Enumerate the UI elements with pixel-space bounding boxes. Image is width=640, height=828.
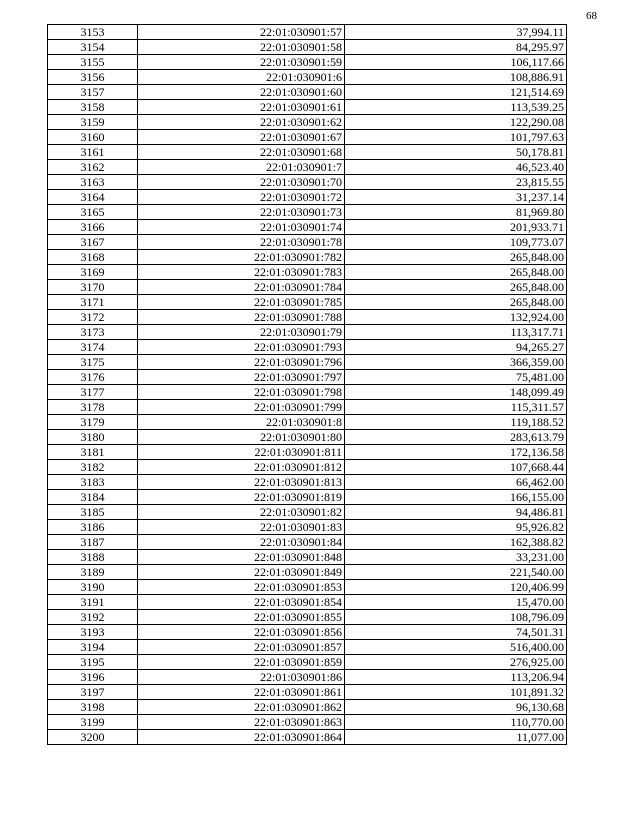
value-cell: 37,994.11 <box>345 25 567 40</box>
cadastral-number-cell: 22:01:030901:72 <box>138 190 345 205</box>
cadastral-number-cell: 22:01:030901:82 <box>138 505 345 520</box>
table-row <box>48 85 567 100</box>
row-number-cell: 3158 <box>48 100 138 115</box>
table-row <box>48 130 567 145</box>
row-number-cell: 3169 <box>48 265 138 280</box>
cadastral-number-cell: 22:01:030901:86 <box>138 670 345 685</box>
table-row <box>48 205 567 220</box>
table-row <box>48 265 567 280</box>
value-cell: 96,130.68 <box>345 700 567 715</box>
value-cell: 119,188.52 <box>345 415 567 430</box>
value-cell: 81,969.80 <box>345 205 567 220</box>
cadastral-number-cell: 22:01:030901:799 <box>138 400 345 415</box>
value-cell: 101,797.63 <box>345 130 567 145</box>
cadastral-number-cell: 22:01:030901:861 <box>138 685 345 700</box>
cadastral-number-cell: 22:01:030901:855 <box>138 610 345 625</box>
table-row <box>48 385 567 400</box>
value-cell: 201,933.71 <box>345 220 567 235</box>
table-row <box>48 190 567 205</box>
cadastral-number-cell: 22:01:030901:67 <box>138 130 345 145</box>
table-row <box>48 340 567 355</box>
row-number-cell: 3172 <box>48 310 138 325</box>
value-cell: 66,462.00 <box>345 475 567 490</box>
table-row <box>48 325 567 340</box>
cadastral-number-cell: 22:01:030901:73 <box>138 205 345 220</box>
table-row <box>48 490 567 505</box>
value-cell: 115,311.57 <box>345 400 567 415</box>
table-row <box>48 700 567 715</box>
value-cell: 95,926.82 <box>345 520 567 535</box>
cadastral-number-cell: 22:01:030901:864 <box>138 730 345 745</box>
value-cell: 33,231.00 <box>345 550 567 565</box>
row-number-cell: 3176 <box>48 370 138 385</box>
table-row <box>48 565 567 580</box>
cadastral-number-cell: 22:01:030901:798 <box>138 385 345 400</box>
value-cell: 113,317.71 <box>345 325 567 340</box>
table-row <box>48 505 567 520</box>
row-number-cell: 3154 <box>48 40 138 55</box>
row-number-cell: 3189 <box>48 565 138 580</box>
row-number-cell: 3161 <box>48 145 138 160</box>
cadastral-number-cell: 22:01:030901:78 <box>138 235 345 250</box>
cadastral-number-cell: 22:01:030901:854 <box>138 595 345 610</box>
value-cell: 109,773.07 <box>345 235 567 250</box>
table-row <box>48 280 567 295</box>
row-number-cell: 3173 <box>48 325 138 340</box>
value-cell: 84,295.97 <box>345 40 567 55</box>
row-number-cell: 3183 <box>48 475 138 490</box>
row-number-cell: 3157 <box>48 85 138 100</box>
page-number: 68 <box>586 10 597 22</box>
table-row <box>48 625 567 640</box>
table-row <box>48 40 567 55</box>
value-cell: 122,290.08 <box>345 115 567 130</box>
value-cell: 283,613.79 <box>345 430 567 445</box>
table-row <box>48 250 567 265</box>
value-cell: 132,924.00 <box>345 310 567 325</box>
cadastral-number-cell: 22:01:030901:782 <box>138 250 345 265</box>
value-cell: 46,523.40 <box>345 160 567 175</box>
table-row <box>48 175 567 190</box>
table-row <box>48 235 567 250</box>
value-cell: 166,155.00 <box>345 490 567 505</box>
cadastral-number-cell: 22:01:030901:83 <box>138 520 345 535</box>
value-cell: 265,848.00 <box>345 250 567 265</box>
cadastral-number-cell: 22:01:030901:859 <box>138 655 345 670</box>
table-row <box>48 475 567 490</box>
table-row <box>48 550 567 565</box>
row-number-cell: 3159 <box>48 115 138 130</box>
row-number-cell: 3178 <box>48 400 138 415</box>
value-cell: 23,815.55 <box>345 175 567 190</box>
table-row <box>48 415 567 430</box>
cadastral-number-cell: 22:01:030901:797 <box>138 370 345 385</box>
cadastral-number-cell: 22:01:030901:70 <box>138 175 345 190</box>
cadastral-number-cell: 22:01:030901:796 <box>138 355 345 370</box>
cadastral-number-cell: 22:01:030901:68 <box>138 145 345 160</box>
table-row <box>48 685 567 700</box>
row-number-cell: 3160 <box>48 130 138 145</box>
value-cell: 75,481.00 <box>345 370 567 385</box>
value-cell: 94,265.27 <box>345 340 567 355</box>
row-number-cell: 3168 <box>48 250 138 265</box>
row-number-cell: 3197 <box>48 685 138 700</box>
row-number-cell: 3193 <box>48 625 138 640</box>
row-number-cell: 3174 <box>48 340 138 355</box>
table-row <box>48 220 567 235</box>
cadastral-number-cell: 22:01:030901:74 <box>138 220 345 235</box>
row-number-cell: 3190 <box>48 580 138 595</box>
table-row <box>48 595 567 610</box>
row-number-cell: 3200 <box>48 730 138 745</box>
value-cell: 366,359.00 <box>345 355 567 370</box>
cadastral-number-cell: 22:01:030901:783 <box>138 265 345 280</box>
row-number-cell: 3184 <box>48 490 138 505</box>
cadastral-number-cell: 22:01:030901:811 <box>138 445 345 460</box>
table-row <box>48 535 567 550</box>
row-number-cell: 3165 <box>48 205 138 220</box>
value-cell: 276,925.00 <box>345 655 567 670</box>
row-number-cell: 3166 <box>48 220 138 235</box>
cadastral-number-cell: 22:01:030901:84 <box>138 535 345 550</box>
row-number-cell: 3180 <box>48 430 138 445</box>
row-number-cell: 3181 <box>48 445 138 460</box>
cadastral-number-cell: 22:01:030901:58 <box>138 40 345 55</box>
cadastral-number-cell: 22:01:030901:848 <box>138 550 345 565</box>
value-cell: 108,796.09 <box>345 610 567 625</box>
value-cell: 162,388.82 <box>345 535 567 550</box>
row-number-cell: 3162 <box>48 160 138 175</box>
row-number-cell: 3167 <box>48 235 138 250</box>
table-row <box>48 655 567 670</box>
cadastral-number-cell: 22:01:030901:856 <box>138 625 345 640</box>
value-cell: 110,770.00 <box>345 715 567 730</box>
value-cell: 74,501.31 <box>345 625 567 640</box>
table-row <box>48 445 567 460</box>
value-cell: 265,848.00 <box>345 295 567 310</box>
table-row <box>48 400 567 415</box>
table-row <box>48 610 567 625</box>
value-cell: 221,540.00 <box>345 565 567 580</box>
value-cell: 50,178.81 <box>345 145 567 160</box>
table-row <box>48 355 567 370</box>
value-cell: 148,099.49 <box>345 385 567 400</box>
row-number-cell: 3156 <box>48 70 138 85</box>
row-number-cell: 3194 <box>48 640 138 655</box>
cadastral-number-cell: 22:01:030901:6 <box>138 70 345 85</box>
row-number-cell: 3164 <box>48 190 138 205</box>
cadastral-number-cell: 22:01:030901:857 <box>138 640 345 655</box>
table-row <box>48 670 567 685</box>
row-number-cell: 3198 <box>48 700 138 715</box>
value-cell: 265,848.00 <box>345 280 567 295</box>
cadastral-number-cell: 22:01:030901:849 <box>138 565 345 580</box>
value-cell: 516,400.00 <box>345 640 567 655</box>
cadastral-number-cell: 22:01:030901:862 <box>138 700 345 715</box>
row-number-cell: 3170 <box>48 280 138 295</box>
value-cell: 113,539.25 <box>345 100 567 115</box>
table-row <box>48 295 567 310</box>
value-cell: 107,668.44 <box>345 460 567 475</box>
table-row <box>48 145 567 160</box>
value-cell: 15,470.00 <box>345 595 567 610</box>
cadastral-number-cell: 22:01:030901:61 <box>138 100 345 115</box>
cadastral-number-cell: 22:01:030901:79 <box>138 325 345 340</box>
value-cell: 94,486.81 <box>345 505 567 520</box>
table-row <box>48 70 567 85</box>
row-number-cell: 3171 <box>48 295 138 310</box>
value-cell: 265,848.00 <box>345 265 567 280</box>
registry-table <box>47 24 567 745</box>
row-number-cell: 3199 <box>48 715 138 730</box>
cadastral-number-cell: 22:01:030901:784 <box>138 280 345 295</box>
cadastral-number-cell: 22:01:030901:62 <box>138 115 345 130</box>
row-number-cell: 3155 <box>48 55 138 70</box>
cadastral-number-cell: 22:01:030901:80 <box>138 430 345 445</box>
row-number-cell: 3188 <box>48 550 138 565</box>
cadastral-number-cell: 22:01:030901:788 <box>138 310 345 325</box>
row-number-cell: 3185 <box>48 505 138 520</box>
table-row <box>48 160 567 175</box>
row-number-cell: 3177 <box>48 385 138 400</box>
table-row <box>48 25 567 40</box>
value-cell: 106,117.66 <box>345 55 567 70</box>
value-cell: 113,206.94 <box>345 670 567 685</box>
table-row <box>48 580 567 595</box>
value-cell: 31,237.14 <box>345 190 567 205</box>
cadastral-number-cell: 22:01:030901:813 <box>138 475 345 490</box>
row-number-cell: 3179 <box>48 415 138 430</box>
row-number-cell: 3175 <box>48 355 138 370</box>
row-number-cell: 3182 <box>48 460 138 475</box>
cadastral-number-cell: 22:01:030901:863 <box>138 715 345 730</box>
cadastral-number-cell: 22:01:030901:819 <box>138 490 345 505</box>
table-row <box>48 115 567 130</box>
row-number-cell: 3163 <box>48 175 138 190</box>
value-cell: 101,891.32 <box>345 685 567 700</box>
cadastral-number-cell: 22:01:030901:8 <box>138 415 345 430</box>
cadastral-number-cell: 22:01:030901:57 <box>138 25 345 40</box>
cadastral-number-cell: 22:01:030901:59 <box>138 55 345 70</box>
table-row <box>48 730 567 745</box>
value-cell: 121,514.69 <box>345 85 567 100</box>
table-row <box>48 310 567 325</box>
table-row <box>48 520 567 535</box>
cadastral-number-cell: 22:01:030901:853 <box>138 580 345 595</box>
cadastral-number-cell: 22:01:030901:785 <box>138 295 345 310</box>
table-row <box>48 430 567 445</box>
value-cell: 11,077.00 <box>345 730 567 745</box>
row-number-cell: 3186 <box>48 520 138 535</box>
table-row <box>48 55 567 70</box>
row-number-cell: 3196 <box>48 670 138 685</box>
row-number-cell: 3195 <box>48 655 138 670</box>
value-cell: 172,136.58 <box>345 445 567 460</box>
table-row <box>48 715 567 730</box>
value-cell: 108,886.91 <box>345 70 567 85</box>
row-number-cell: 3153 <box>48 25 138 40</box>
cadastral-number-cell: 22:01:030901:812 <box>138 460 345 475</box>
table-row <box>48 460 567 475</box>
table-row <box>48 100 567 115</box>
table-body <box>48 25 567 745</box>
table-row <box>48 370 567 385</box>
cadastral-number-cell: 22:01:030901:60 <box>138 85 345 100</box>
cadastral-number-cell: 22:01:030901:7 <box>138 160 345 175</box>
value-cell: 120,406.99 <box>345 580 567 595</box>
row-number-cell: 3187 <box>48 535 138 550</box>
row-number-cell: 3191 <box>48 595 138 610</box>
table-row <box>48 640 567 655</box>
row-number-cell: 3192 <box>48 610 138 625</box>
cadastral-number-cell: 22:01:030901:793 <box>138 340 345 355</box>
